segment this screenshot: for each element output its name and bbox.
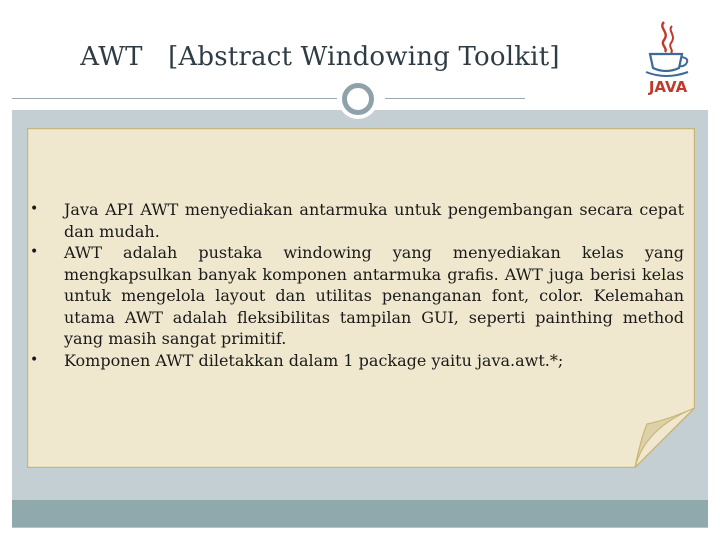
- list-item: [30, 242, 684, 350]
- header-divider-right: [385, 98, 525, 99]
- java-coffee-cup-icon: [640, 18, 696, 98]
- list-item: [30, 350, 684, 372]
- bullet-dot-icon: •: [30, 201, 39, 217]
- header-divider-left: [12, 98, 337, 99]
- bullet-list: [30, 199, 684, 371]
- ring-ornament-icon: [342, 83, 374, 115]
- list-item: [30, 199, 684, 242]
- bullet-text: AWT adalah pustaka windowing yang menyediakan kelas yang mengkapsulkan banyak komponen antarmuka grafis. AWT juga berisi kelas untuk mengelola layout dan utilitas penanganan font, color. Kelemahan utama AWT adalah fleksibilitas tampilan GUI, seperti painthing method yang masih sangat primitif.: [64, 243, 684, 348]
- footer-bar: [12, 500, 708, 527]
- steam-icon: [670, 26, 673, 53]
- bullet-dot-icon: •: [30, 351, 39, 368]
- bullet-text: Komponen AWT diletakkan dalam 1 package yaitu java.awt.*;: [64, 350, 564, 370]
- cup-icon: [650, 54, 682, 71]
- steam-icon: [662, 22, 665, 52]
- slide-title: AWT [Abstract Windowing Toolkit]: [80, 42, 560, 72]
- bullet-dot-icon: •: [30, 244, 39, 260]
- saucer-icon: [646, 72, 688, 76]
- java-wordmark: JAVA: [648, 78, 688, 96]
- bullet-text: Java API AWT menyediakan antarmuka untuk pengembangan secara cepat dan mudah.: [64, 200, 684, 241]
